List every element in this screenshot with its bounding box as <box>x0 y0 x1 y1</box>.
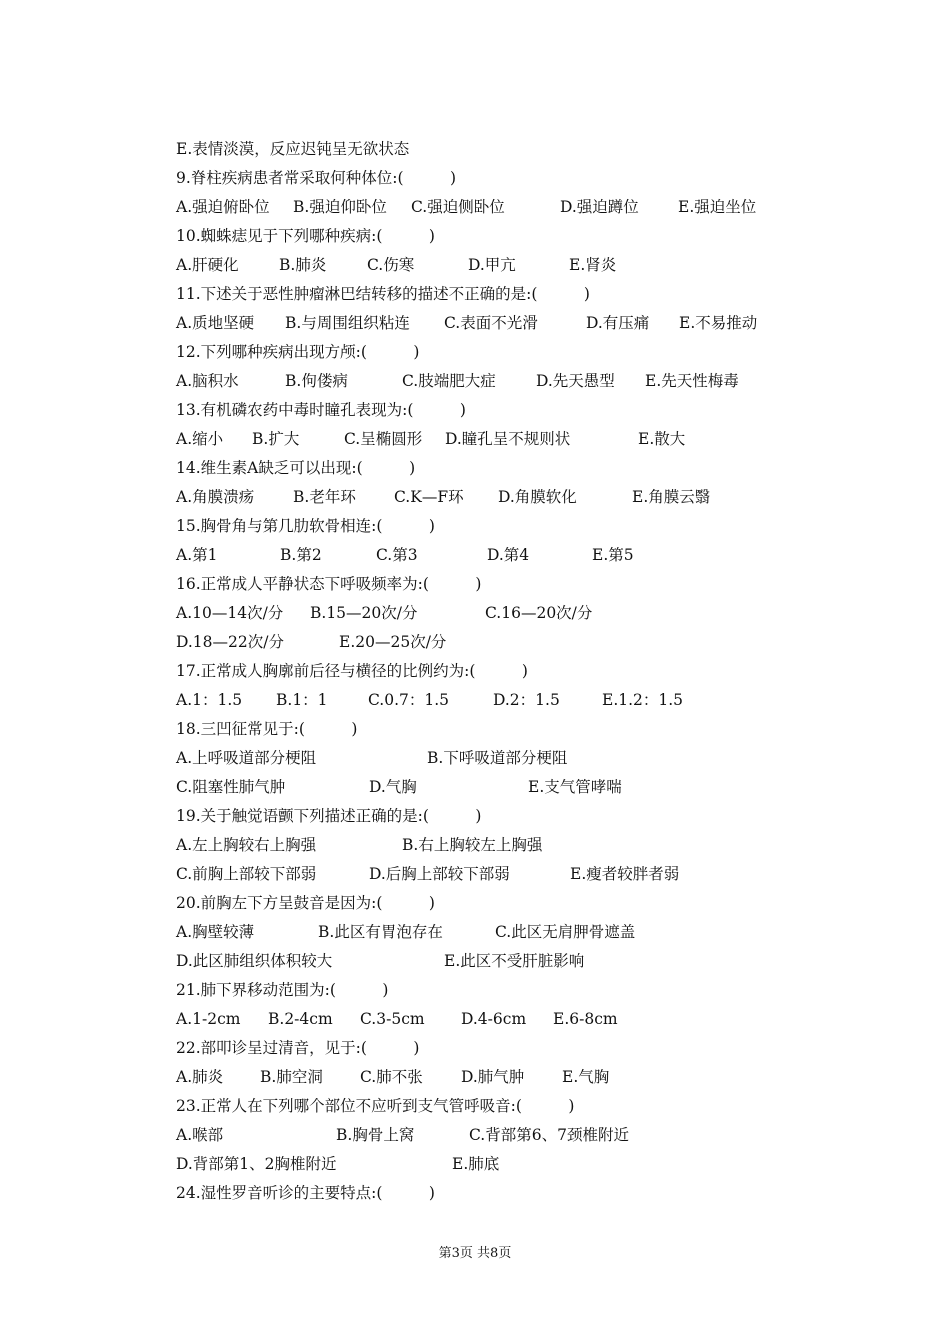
answer-option: B.胸骨上窝 <box>336 1126 415 1144</box>
question-text: 20.前胸左下方呈鼓音是因为:( ) <box>176 894 435 912</box>
answer-option: E.1.2：1.5 <box>602 691 684 709</box>
answer-option: B.右上胸较左上胸强 <box>402 836 543 854</box>
answer-option: C.阻塞性肺气肿 <box>176 778 286 796</box>
answer-option: B.肺空洞 <box>260 1068 323 1086</box>
answer-option: E.肾炎 <box>569 256 617 274</box>
answer-option: E.散大 <box>638 430 686 448</box>
question-text: 18.三凹征常见于:( ) <box>176 720 358 738</box>
answer-option: D.甲亢 <box>468 256 516 274</box>
answer-option: A.1-2cm <box>176 1010 241 1028</box>
answer-option: C.肢端肥大症 <box>402 372 496 390</box>
answer-option: A.肝硬化 <box>176 256 239 274</box>
answer-option: B.下呼吸道部分梗阻 <box>427 749 568 767</box>
answer-option: E.角膜云翳 <box>632 488 711 506</box>
question-text: 14.维生素A缺乏可以出现:( ) <box>176 459 416 477</box>
answer-option: C.此区无肩胛骨遮盖 <box>495 923 636 941</box>
answer-option: D.肺气肿 <box>461 1068 525 1086</box>
answer-option: A.10—14次/分 <box>176 604 284 622</box>
answer-option: C.第3 <box>376 546 418 564</box>
answer-option: D.气胸 <box>369 778 417 796</box>
answer-option: A.肺炎 <box>176 1068 224 1086</box>
question-text: 17.正常成人胸廓前后径与横径的比例约为:( ) <box>176 662 528 680</box>
answer-option: C.呈椭圆形 <box>344 430 423 448</box>
answer-option: A.胸壁较薄 <box>176 923 255 941</box>
answer-option: B.15—20次/分 <box>310 604 418 622</box>
answer-option: C.0.7：1.5 <box>368 691 450 709</box>
answer-option: E.瘦者较胖者弱 <box>570 865 680 883</box>
question-text: 22.部叩诊呈过清音，见于:( ) <box>176 1039 420 1057</box>
answer-option: B.与周围组织粘连 <box>285 314 410 332</box>
answer-option: D.此区肺组织体积较大 <box>176 952 333 970</box>
answer-option: A.脑积水 <box>176 372 239 390</box>
answer-option: D.背部第1、2胸椎附近 <box>176 1155 337 1173</box>
answer-option: E.6-8cm <box>553 1010 618 1028</box>
answer-option: E.先天性梅毒 <box>645 372 739 390</box>
answer-option: C.前胸上部较下部弱 <box>176 865 317 883</box>
question-text: 16.正常成人平静状态下呼吸频率为:( ) <box>176 575 482 593</box>
question-text: 10.蜘蛛痣见于下列哪种疾病:( ) <box>176 227 435 245</box>
question-text: 24.湿性罗音听诊的主要特点:( ) <box>176 1184 435 1202</box>
answer-option: C.肺不张 <box>360 1068 423 1086</box>
answer-option: D.瞳孔呈不规则状 <box>445 430 571 448</box>
answer-option: B.此区有胃泡存在 <box>318 923 443 941</box>
question-text: 13.有机磷农药中毒时瞳孔表现为:( ) <box>176 401 466 419</box>
answer-option: B.1：1 <box>276 691 328 709</box>
answer-option: D.角膜软化 <box>498 488 577 506</box>
answer-option: E.此区不受肝脏影响 <box>444 952 585 970</box>
question-text: 23.正常人在下列哪个部位不应听到支气管呼吸音:( ) <box>176 1097 575 1115</box>
question-text: 15.胸骨角与第几肋软骨相连:( ) <box>176 517 435 535</box>
answer-option: D.第4 <box>487 546 530 564</box>
question-text: 19.关于触觉语颤下列描述正确的是:( ) <box>176 807 482 825</box>
answer-option: E.肺底 <box>452 1155 500 1173</box>
answer-option: D.4-6cm <box>461 1010 527 1028</box>
answer-option: E.不易推动 <box>679 314 758 332</box>
answer-option: A.上呼吸道部分梗阻 <box>176 749 317 767</box>
answer-option: A.缩小 <box>176 430 224 448</box>
answer-option: B.第2 <box>280 546 322 564</box>
answer-option: D.后胸上部较下部弱 <box>369 865 510 883</box>
question-text: 21.肺下界移动范围为:( ) <box>176 981 389 999</box>
answer-option: A.左上胸较右上胸强 <box>176 836 317 854</box>
answer-option: D.先天愚型 <box>536 372 615 390</box>
question-text: 9.脊柱疾病患者常采取何种体位:( ) <box>176 169 457 187</box>
answer-option: E.强迫坐位 <box>678 198 757 216</box>
answer-option: E.20—25次/分 <box>339 633 447 651</box>
answer-option: A.强迫俯卧位 <box>176 198 270 216</box>
answer-option: E.气胸 <box>562 1068 610 1086</box>
answer-option: C.背部第6、7颈椎附近 <box>469 1126 629 1144</box>
answer-option: B.老年环 <box>293 488 356 506</box>
answer-option: C.表面不光滑 <box>444 314 538 332</box>
answer-option: E.支气管哮喘 <box>528 778 622 796</box>
answer-option: E.第5 <box>592 546 634 564</box>
answer-option: A.角膜溃疡 <box>176 488 255 506</box>
question-text: 11.下述关于恶性肿瘤淋巴结转移的描述不正确的是:( ) <box>176 285 590 303</box>
answer-option: A.喉部 <box>176 1126 224 1144</box>
answer-option: D.强迫蹲位 <box>560 198 639 216</box>
answer-option: A.第1 <box>176 546 218 564</box>
page-footer: 第3页 共8页 <box>438 1246 512 1261</box>
answer-option: C.强迫侧卧位 <box>411 198 505 216</box>
answer-option: B.2-4cm <box>268 1010 333 1028</box>
question-text: 12.下列哪种疾病出现方颅:( ) <box>176 343 420 361</box>
answer-option: B.强迫仰卧位 <box>293 198 387 216</box>
question-text: E.表情淡漠，反应迟钝呈无欲状态 <box>176 140 410 158</box>
answer-option: A.质地坚硬 <box>176 314 255 332</box>
answer-option: A.1：1.5 <box>176 691 243 709</box>
answer-option: D.2：1.5 <box>493 691 560 709</box>
answer-option: B.佝偻病 <box>285 372 348 390</box>
answer-option: C.3-5cm <box>360 1010 425 1028</box>
answer-option: B.肺炎 <box>279 256 327 274</box>
answer-option: D.18—22次/分 <box>176 633 284 651</box>
answer-option: C.伤寒 <box>367 256 415 274</box>
answer-option: B.扩大 <box>252 430 300 448</box>
answer-option: C.K—F环 <box>394 488 464 506</box>
answer-option: C.16—20次/分 <box>485 604 593 622</box>
answer-option: D.有压痛 <box>586 314 650 332</box>
